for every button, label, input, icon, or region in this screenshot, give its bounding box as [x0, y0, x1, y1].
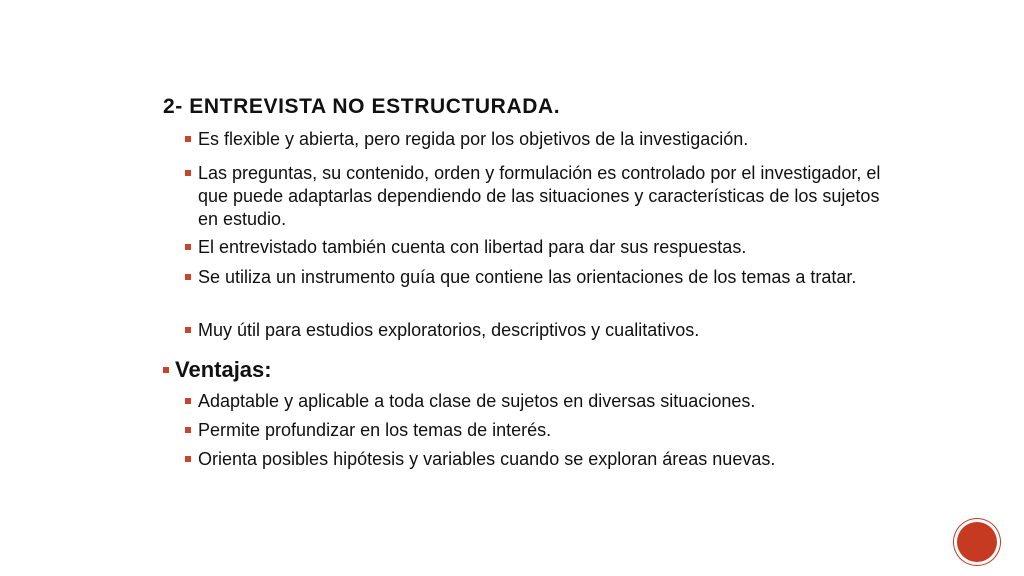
ventajas-heading [175, 356, 272, 384]
list-item [198, 390, 888, 413]
slide-heading: 2- ENTREVISTA NO ESTRUCTURADA. [163, 95, 561, 118]
list-item [198, 419, 888, 442]
list-item [198, 128, 888, 151]
list-item-text: Es flexible y abierta, pero regida por los objetivos de la investigación. [198, 129, 749, 149]
square-bullet-icon [185, 170, 191, 176]
list-item [198, 266, 888, 289]
square-bullet-icon [185, 244, 191, 250]
square-bullet-icon [185, 456, 191, 462]
page-number [957, 522, 997, 562]
square-bullet-icon [185, 427, 191, 433]
list-item [198, 236, 888, 259]
square-bullet-icon [163, 367, 169, 373]
list-item [198, 319, 888, 342]
list-item-text: Se utiliza un instrumento guía que contiene las orientaciones de los temas a tratar. [198, 267, 857, 287]
list-item-text: Muy útil para estudios exploratorios, descriptivos y cualitativos. [198, 320, 700, 340]
list-item-text: Adaptable y aplicable a toda clase de sujetos en diversas situaciones. [198, 391, 756, 411]
list-item-text: Permite profundizar en los temas de interés. [198, 420, 552, 440]
list-item [198, 162, 888, 231]
page-number-badge [957, 522, 997, 562]
list-item [198, 448, 798, 471]
list-item-text: Orienta posibles hipótesis y variables cuando se exploran áreas nuevas. [198, 449, 776, 469]
square-bullet-icon [185, 136, 191, 142]
square-bullet-icon [185, 327, 191, 333]
list-item-text: Las preguntas, su contenido, orden y formulación es controlado por el investigador, el que puede adaptarlas dependiendo de las situaciones y características de los sujetos en estudio. [198, 163, 881, 229]
list-item-text: El entrevistado también cuenta con libertad para dar sus respuestas. [198, 237, 747, 257]
ventajas-title: Ventajas: [175, 357, 272, 382]
square-bullet-icon [185, 398, 191, 404]
square-bullet-icon [185, 274, 191, 280]
